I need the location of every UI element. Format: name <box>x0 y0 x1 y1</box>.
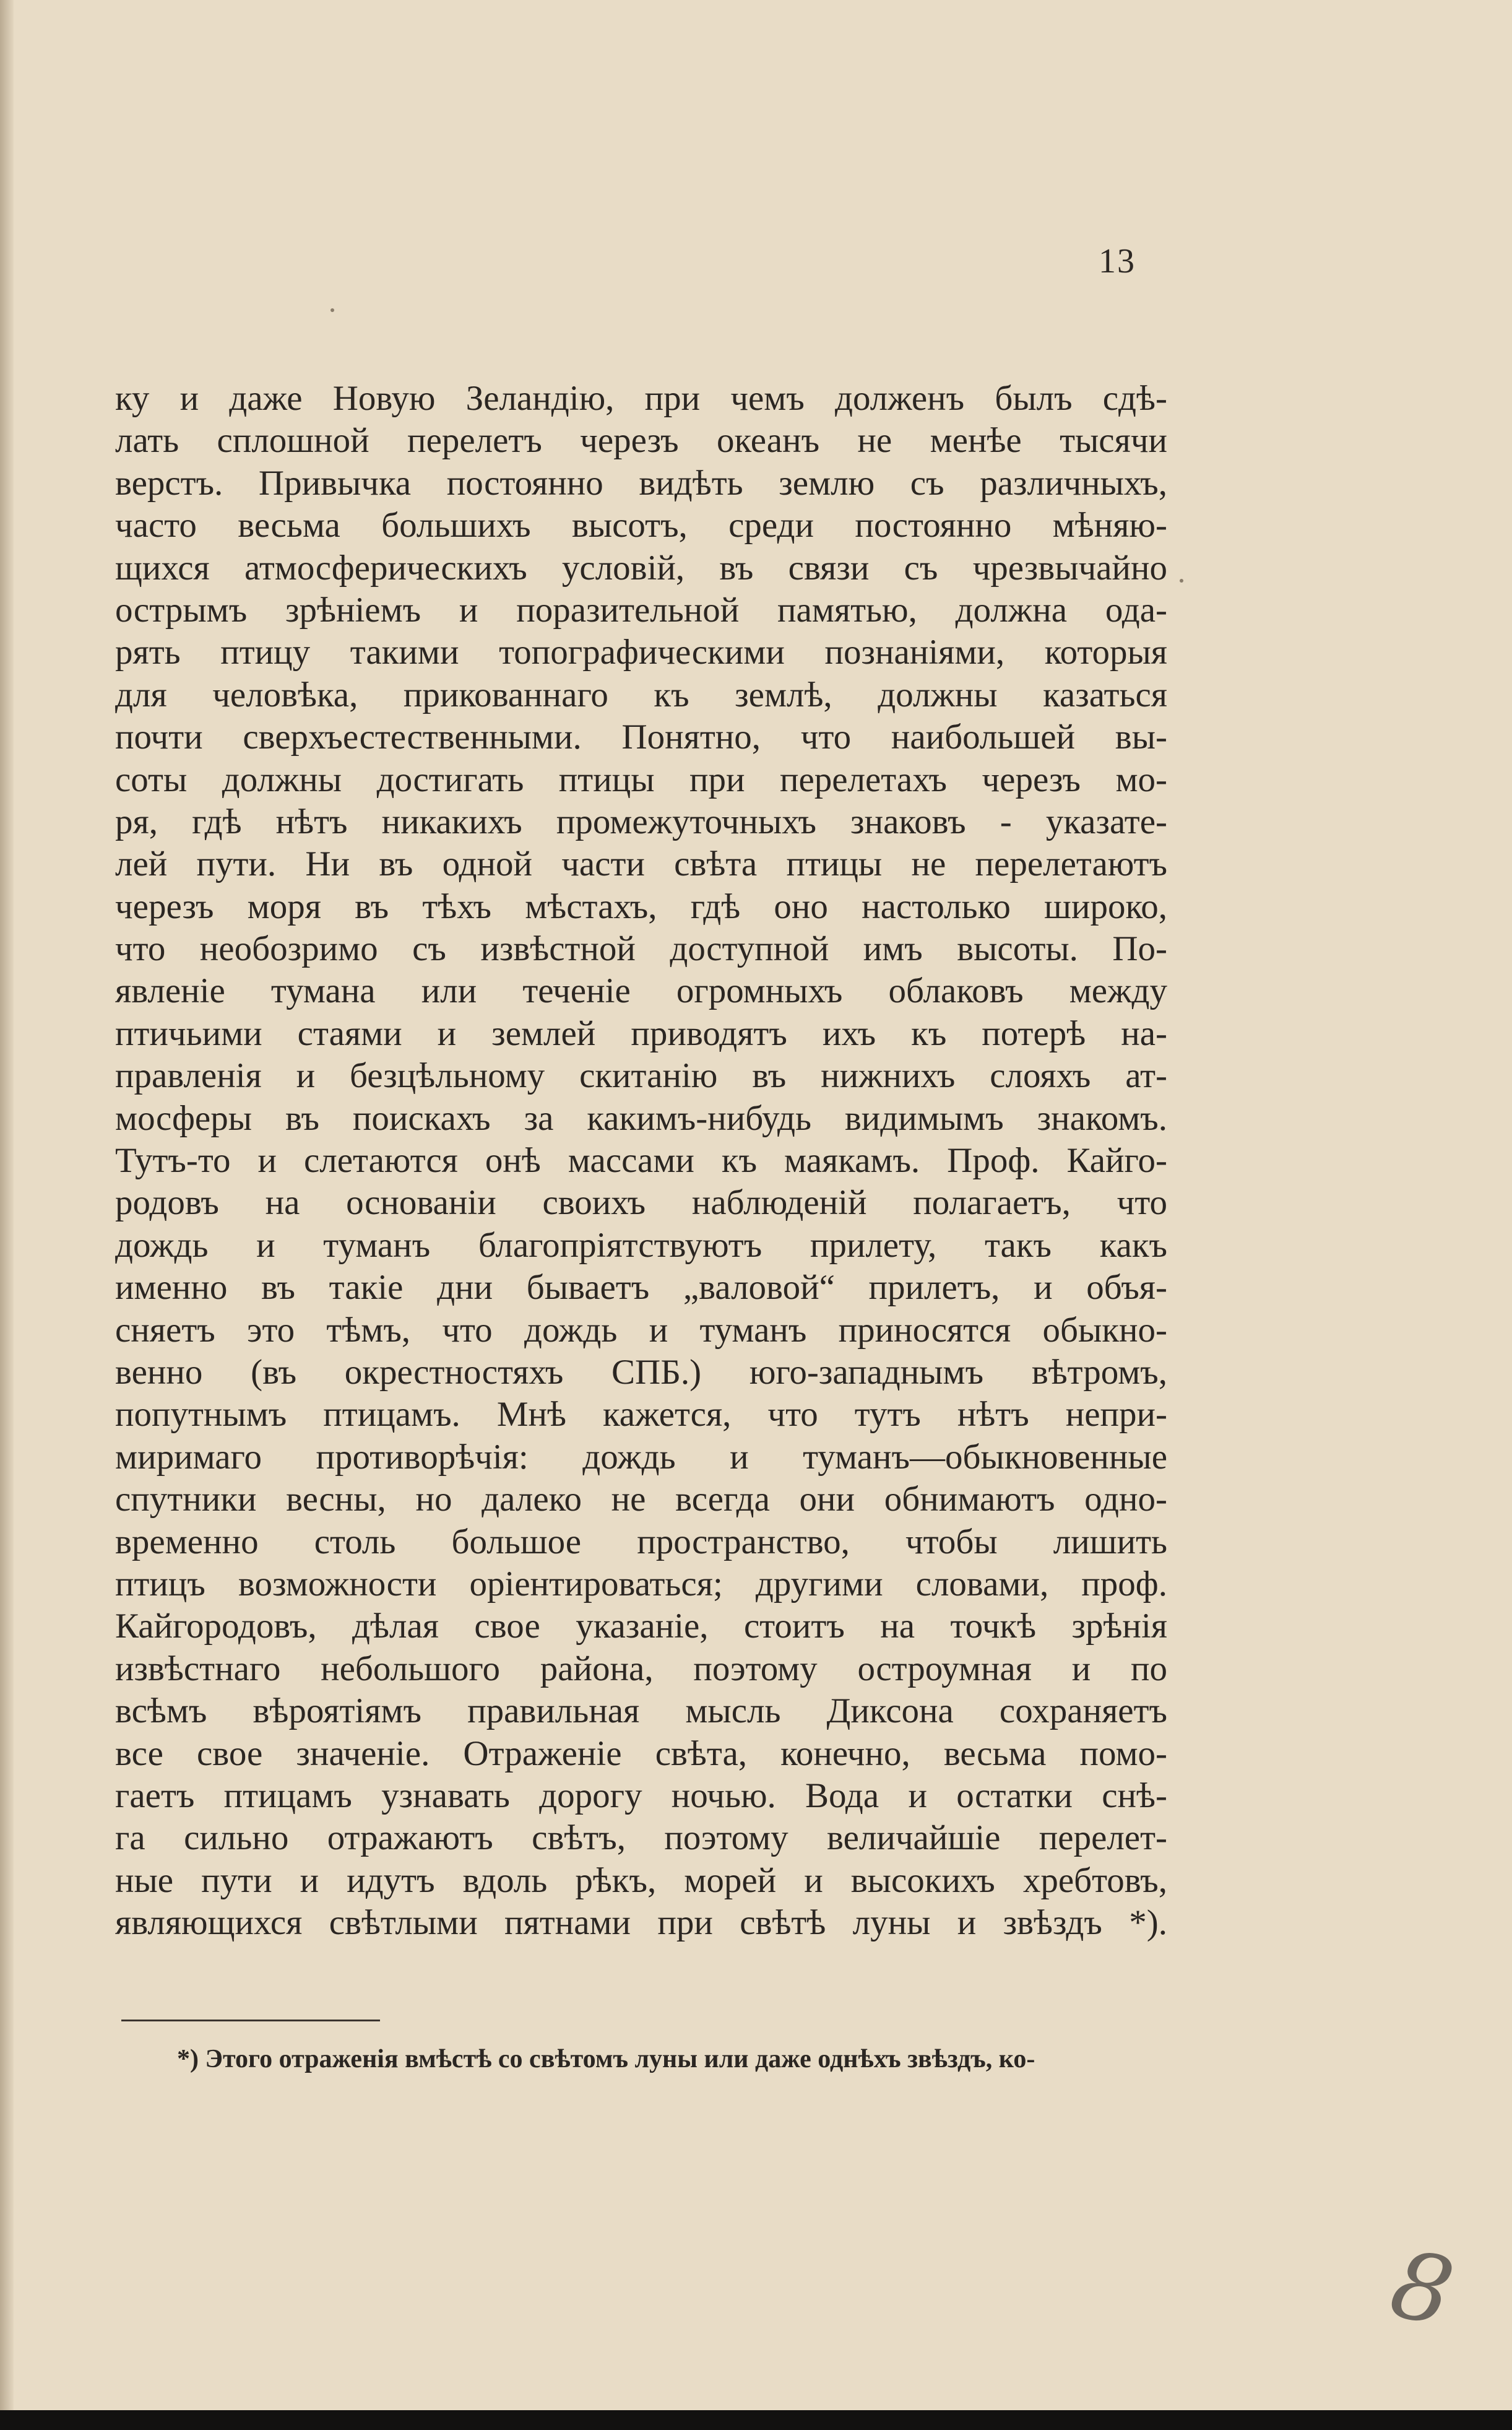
text-line: острымъ зрѣніемъ и поразительной памятью, должна ода- <box>115 590 1167 630</box>
text-line: родовъ на основаніи своихъ наблюденій полагаетъ, что <box>115 1183 1167 1223</box>
text-line: попутнымъ птицамъ. Мнѣ кажется, что тутъ нѣтъ непри- <box>115 1395 1167 1434</box>
text-line: черезъ моря въ тѣхъ мѣстахъ, гдѣ оно настолько широко, <box>115 887 1167 926</box>
text-line: мосферы въ поискахъ за какимъ-нибудь видимымъ знакомъ. <box>115 1098 1167 1138</box>
text-line: для человѣка, прикованнаго къ землѣ, должны казаться <box>115 675 1167 714</box>
text-line: всѣмъ вѣроятіямъ правильная мысль Диксона сохраняетъ <box>115 1691 1167 1731</box>
text-line: лать сплошной перелетъ черезъ океанъ не менѣе тысячи <box>115 421 1167 461</box>
text-line: соты должны достигать птицы при перелетахъ черезъ мо- <box>115 760 1167 799</box>
text-line: верстъ. Привычка постоянно видѣть землю съ различныхъ, <box>115 463 1167 503</box>
text-line: временно столь большое пространство, чтобы лишить <box>115 1522 1167 1561</box>
footnote: *) Этого отраженія вмѣстѣ со свѣтомъ луны или даже однѣхъ звѣздъ, ко- <box>177 2045 1035 2073</box>
handwritten-folio-mark: 8 <box>1381 2229 1462 2348</box>
text-line: лей пути. Ни въ одной части свѣта птицы не перелетаютъ <box>115 844 1167 884</box>
page-number: 13 <box>1099 242 1136 280</box>
paper-speck <box>330 308 334 312</box>
text-line: птичьими стаями и землей приводятъ ихъ къ потерѣ на- <box>115 1013 1167 1053</box>
text-line: извѣстнаго небольшого района, поэтому остроумная и по <box>115 1649 1167 1688</box>
text-line: сняетъ это тѣмъ, что дождь и туманъ приносятся обыкно- <box>115 1310 1167 1350</box>
text-line: Тутъ-то и слетаются онѣ массами къ маякамъ. Проф. Кайго- <box>115 1141 1167 1181</box>
text-line: все свое значеніе. Отраженіе свѣта, конечно, весьма помо- <box>115 1734 1167 1773</box>
text-line: что необозримо съ извѣстной доступной имъ высоты. По- <box>115 929 1167 969</box>
text-line: являющихся свѣтлыми пятнами при свѣтѣ луны и звѣздъ *). <box>115 1903 1167 1943</box>
text-line: почти сверхъестественными. Понятно, что наибольшей вы- <box>115 718 1167 757</box>
footnote-separator <box>121 2020 380 2021</box>
text-line: венно (въ окрестностяхъ СПБ.) юго-западнымъ вѣтромъ, <box>115 1352 1167 1392</box>
paper-speck <box>1180 579 1183 583</box>
text-line: ку и даже Новую Зеландію, при чемъ долженъ былъ сдѣ- <box>115 379 1167 418</box>
body-text <box>115 378 1167 1944</box>
text-line: гаетъ птицамъ узнавать дорогу ночью. Вода и остатки снѣ- <box>115 1776 1167 1815</box>
text-line: часто весьма большихъ высотъ, среди постоянно мѣняю- <box>115 506 1167 545</box>
text-line: птицъ возможности оріентироваться; другими словами, проф. <box>115 1564 1167 1603</box>
page-binding-edge <box>0 0 14 2430</box>
text-line: рять птицу такими топографическими познаніями, которыя <box>115 633 1167 672</box>
text-line: Кайгородовъ, дѣлая свое указаніе, стоитъ на точкѣ зрѣнія <box>115 1607 1167 1646</box>
scan-bottom-border <box>0 2410 1512 2430</box>
text-line: миримаго противорѣчія: дождь и туманъ—обыкновенные <box>115 1437 1167 1477</box>
text-line: ные пути и идутъ вдоль рѣкъ, морей и высокихъ хребтовъ, <box>115 1860 1167 1900</box>
text-line: щихся атмосферическихъ условій, въ связи съ чрезвычайно <box>115 548 1167 588</box>
text-line: спутники весны, но далеко не всегда они обнимаютъ одно- <box>115 1480 1167 1519</box>
text-line: правленія и безцѣльному скитанію въ нижнихъ слояхъ ат- <box>115 1056 1167 1096</box>
text-line: ря, гдѣ нѣтъ никакихъ промежуточныхъ знаковъ - указате- <box>115 802 1167 841</box>
text-line: га сильно отражаютъ свѣтъ, поэтому величайшіе перелет- <box>115 1818 1167 1858</box>
text-line: дождь и туманъ благопріятствуютъ прилету, такъ какъ <box>115 1225 1167 1265</box>
text-line: именно въ такіе дни бываетъ „валовой“ прилетъ, и объя- <box>115 1268 1167 1308</box>
text-line: явленіе тумана или теченіе огромныхъ облаковъ между <box>115 971 1167 1011</box>
